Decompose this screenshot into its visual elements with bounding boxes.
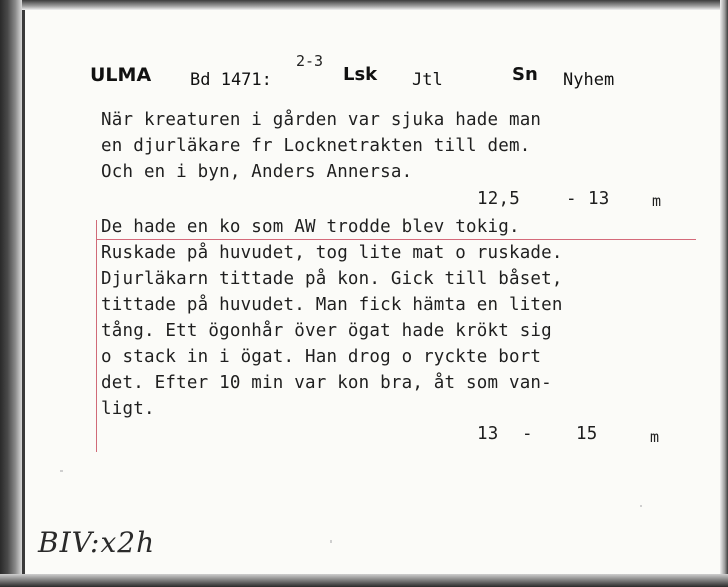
scan-speck	[60, 470, 63, 472]
card-ruled-line	[96, 239, 696, 240]
locality-name: ULMA	[90, 64, 152, 86]
text-line: det. Efter 10 min var kon bra, åt som van-	[101, 373, 552, 393]
text-line: Djurläkarn tittade på kon. Gick till båset,	[101, 269, 563, 289]
scan-speck	[330, 540, 332, 543]
page-range: 2-3	[296, 52, 324, 70]
range-to: 15	[576, 424, 598, 444]
text-line: tittade på huvudet. Man fick hämta en liten	[101, 295, 563, 315]
jtl-label: Jtl	[412, 70, 443, 90]
text-line: Och en i byn, Anders Annersa.	[101, 162, 413, 182]
text-line: en djurläkare fr Locknetrakten till dem.	[101, 136, 531, 156]
scan-edge-bottom	[0, 574, 728, 587]
scan-speck	[640, 505, 642, 507]
volume-number: Bd 1471:	[190, 70, 272, 90]
archive-card	[22, 10, 723, 574]
range-from: 13	[477, 424, 499, 444]
parish-name: Nyhem	[563, 70, 615, 90]
scan-edge-left	[0, 0, 22, 587]
range-unit: m	[650, 428, 660, 446]
text-line: Ruskade på huvudet, tog lite mat o ruskade.	[101, 243, 563, 263]
text-line: ligt.	[101, 399, 155, 419]
text-line: o stack in i ögat. Han drog o ryckte bort	[101, 347, 542, 367]
range-dash: -	[566, 189, 577, 209]
text-line: tång. Ett ögonhår över ögat hade krökt sig	[101, 321, 552, 341]
sn-label: Sn	[512, 64, 538, 85]
scan-edge-right	[720, 0, 728, 587]
range-unit: m	[652, 192, 662, 210]
scan-edge-top	[0, 0, 728, 10]
lsk-label: Lsk	[343, 64, 378, 85]
text-line: När kreaturen i gården var sjuka hade man	[101, 110, 542, 130]
handwritten-code: BIV:x2h	[38, 526, 156, 559]
card-margin-line	[96, 220, 97, 452]
range-dash: -	[522, 424, 533, 444]
range-from: 12,5	[477, 189, 520, 209]
text-line: De hade en ko som AW trodde blev tokig.	[101, 217, 520, 237]
range-to: 13	[588, 189, 610, 209]
